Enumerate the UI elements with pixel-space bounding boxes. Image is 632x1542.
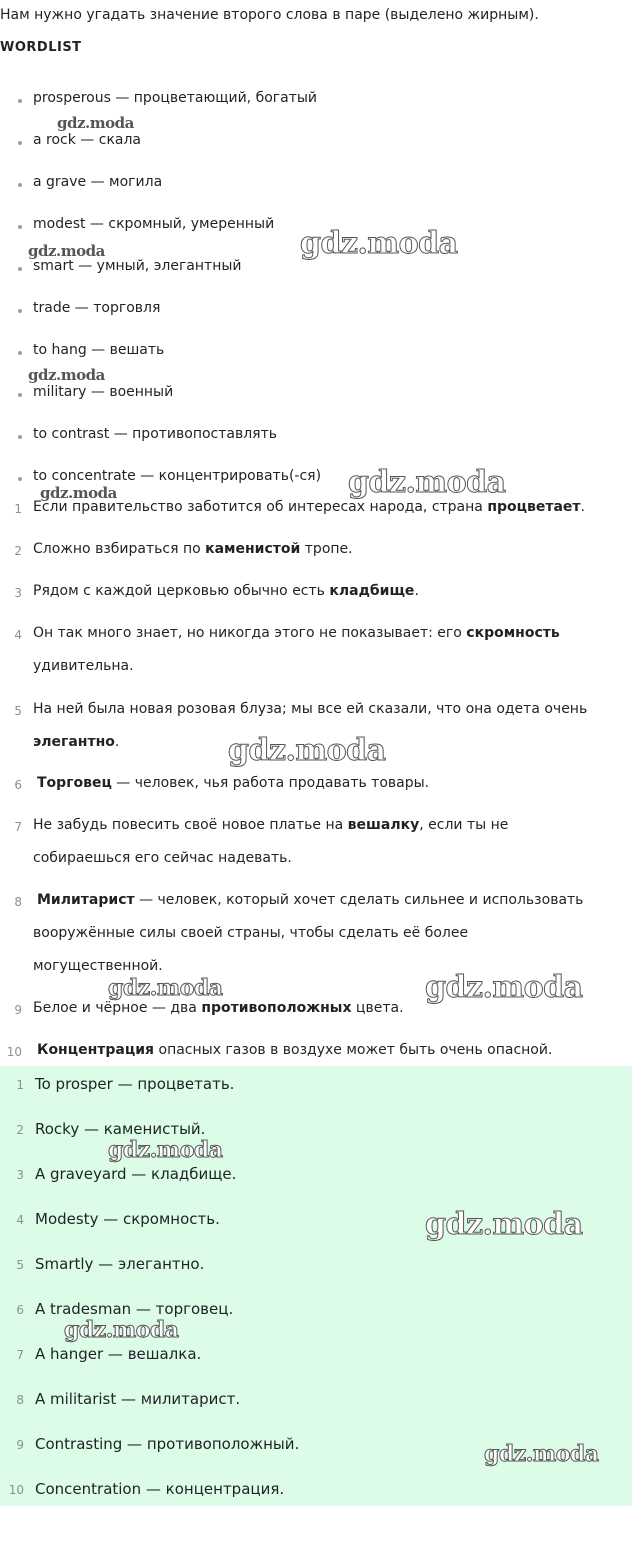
question-text-continued: собираешься его сейчас надевать. [33, 850, 292, 866]
watermark: gdz.moda [348, 465, 506, 500]
answer-text: Modesty — скромность. [35, 1210, 220, 1228]
answer-number: 7 [16, 1348, 24, 1362]
question-text-continued: могущественной. [33, 958, 163, 974]
intro-text: Нам нужно угадать значение второго слова в паре (выделено жирным). [0, 7, 539, 23]
answer-number: 6 [16, 1303, 24, 1317]
question-number: 3 [14, 586, 22, 600]
watermark: gdz.moda [28, 242, 105, 260]
watermark: gdz.moda [300, 226, 458, 261]
answer-text: Rocky — каменистый. [35, 1120, 206, 1138]
question-number: 7 [14, 820, 22, 834]
wordlist-title: WORDLIST [0, 40, 82, 55]
answer-number: 2 [16, 1123, 24, 1137]
question-number: 9 [14, 1003, 22, 1017]
question-number: 8 [14, 895, 22, 909]
bullet [18, 183, 22, 187]
question-number: 4 [14, 628, 22, 642]
question-number: 2 [14, 544, 22, 558]
question-text: Рядом с каждой церковью обычно есть кладбище. [33, 583, 419, 599]
question-text: Он так много знает, но никогда этого не показывает: его скромность [33, 625, 560, 641]
watermark: gdz.moda [425, 970, 583, 1005]
question-text-continued: элегантно. [33, 734, 120, 750]
bullet [18, 351, 22, 355]
question-text: Милитарист — человек, который хочет сделать сильнее и использовать [37, 892, 584, 908]
question-text: Если правительство заботится об интересах народа, страна процветает. [33, 499, 585, 515]
wordlist-item: prosperous — процветающий, богатый [33, 90, 318, 106]
question-number: 10 [6, 1045, 22, 1059]
wordlist-item: military — военный [33, 384, 174, 400]
answer-text: To prosper — процветать. [35, 1075, 235, 1093]
wordlist-item: modest — скромный, умеренный [33, 216, 275, 232]
watermark: gdz.moda [108, 1137, 223, 1163]
bullet [18, 141, 22, 145]
wordlist-item: a rock — скала [33, 132, 142, 148]
bullet [18, 99, 22, 103]
answer-text: Contrasting — противоположный. [35, 1435, 300, 1453]
watermark: gdz.moda [28, 366, 105, 384]
wordlist-item: a grave — могила [33, 174, 163, 190]
question-text: На ней была новая розовая блуза; мы все ей сказали, что она одета очень [33, 701, 588, 717]
question-text-continued: удивительна. [33, 658, 134, 674]
answer-text: Concentration — концентрация. [35, 1480, 285, 1498]
watermark: gdz.moda [64, 1317, 179, 1343]
question-text: Белое и чёрное — два противоположных цвета. [33, 1000, 404, 1016]
question-text: Не забудь повесить своё новое платье на вешалку, если ты не [33, 817, 509, 833]
bullet [18, 393, 22, 397]
question-number: 5 [14, 704, 22, 718]
watermark: gdz.moda [40, 484, 117, 502]
bullet [18, 435, 22, 439]
wordlist-item: to concentrate — концентрировать(-ся) [33, 468, 322, 484]
question-text-continued: вооружённые силы своей страны, чтобы сделать её более [33, 925, 469, 941]
question-text: Концентрация опасных газов в воздухе может быть очень опасной. [37, 1042, 553, 1058]
bullet [18, 225, 22, 229]
answer-text: Smartly — элегантно. [35, 1255, 205, 1273]
question-number: 6 [14, 778, 22, 792]
answer-text: A hanger — вешалка. [35, 1345, 202, 1363]
watermark: gdz.moda [57, 114, 134, 132]
bullet [18, 267, 22, 271]
wordlist-item: trade — торговля [33, 300, 161, 316]
answer-text: A graveyard — кладбище. [35, 1165, 237, 1183]
question-number: 1 [14, 502, 22, 516]
answer-text: A tradesman — торговец. [35, 1300, 234, 1318]
answer-number: 1 [16, 1078, 24, 1092]
watermark: gdz.moda [228, 733, 386, 768]
answer-number: 9 [16, 1438, 24, 1452]
watermark: gdz.moda [108, 975, 223, 1001]
wordlist-item: to contrast — противопоставлять [33, 426, 278, 442]
bullet [18, 309, 22, 313]
wordlist-item: to hang — вешать [33, 342, 165, 358]
watermark: gdz.moda [425, 1207, 583, 1242]
answer-number: 5 [16, 1258, 24, 1272]
wordlist-item: smart — умный, элегантный [33, 258, 242, 274]
answer-number: 8 [16, 1393, 24, 1407]
question-text: Сложно взбираться по каменистой тропе. [33, 541, 353, 557]
answer-number: 4 [16, 1213, 24, 1227]
answer-number: 10 [8, 1483, 24, 1497]
answer-number: 3 [16, 1168, 24, 1182]
bullet [18, 477, 22, 481]
question-text: Торговец — человек, чья работа продавать товары. [37, 775, 430, 791]
watermark: gdz.moda [484, 1441, 599, 1467]
answers-panel [0, 1066, 632, 1506]
answer-text: A militarist — милитарист. [35, 1390, 241, 1408]
